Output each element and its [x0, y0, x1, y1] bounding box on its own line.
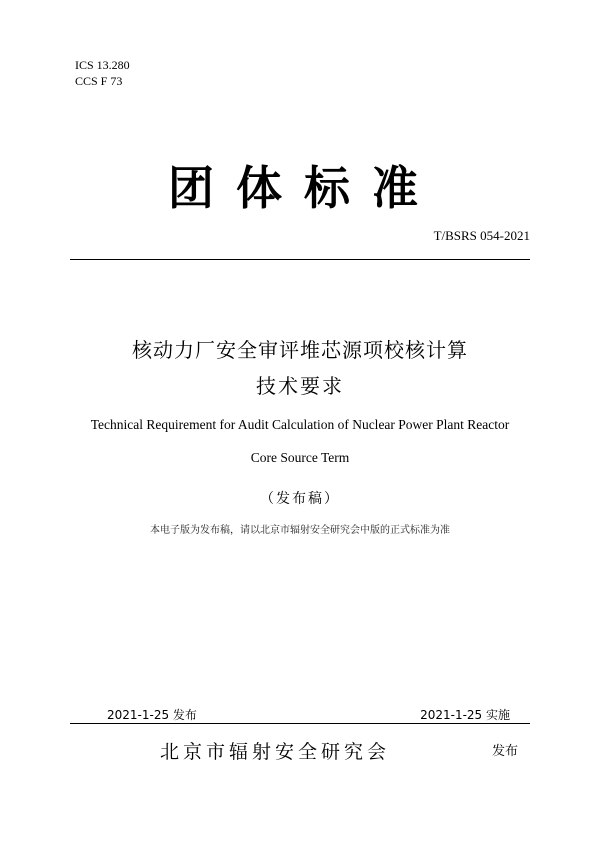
bottom-divider [70, 723, 530, 724]
chinese-title-line-1: 核动力厂安全审评堆芯源项校核计算 [132, 338, 468, 362]
publish-label: 发布 [492, 744, 519, 759]
classification-codes [75, 57, 130, 89]
ics-code: ICS 13.280 [75, 58, 130, 72]
draft-label: （发布稿） [260, 491, 340, 507]
english-title-line-2: Core Source Term [250, 450, 350, 465]
english-title-line-1: Technical Requirement for Audit Calculation of Nuclear Power Plant Reactor [90, 417, 510, 432]
effective-date: 2021-1-25 实施 [420, 708, 510, 722]
chinese-title-line-2: 技术要求 [256, 374, 344, 398]
ccs-code: CCS F 73 [75, 74, 123, 88]
draft-note: 本电子版为发布稿，请以北京市辐射安全研究会中版的正式标准为准 [150, 525, 450, 536]
standard-number: T/BSRS 054-2021 [433, 228, 530, 243]
publish-date: 2021-1-25 发布 [107, 708, 197, 722]
top-divider [70, 259, 530, 260]
issuing-organization: 北京市辐射安全研究会 [160, 741, 391, 763]
document-type-title: 团体标准 [168, 161, 440, 215]
